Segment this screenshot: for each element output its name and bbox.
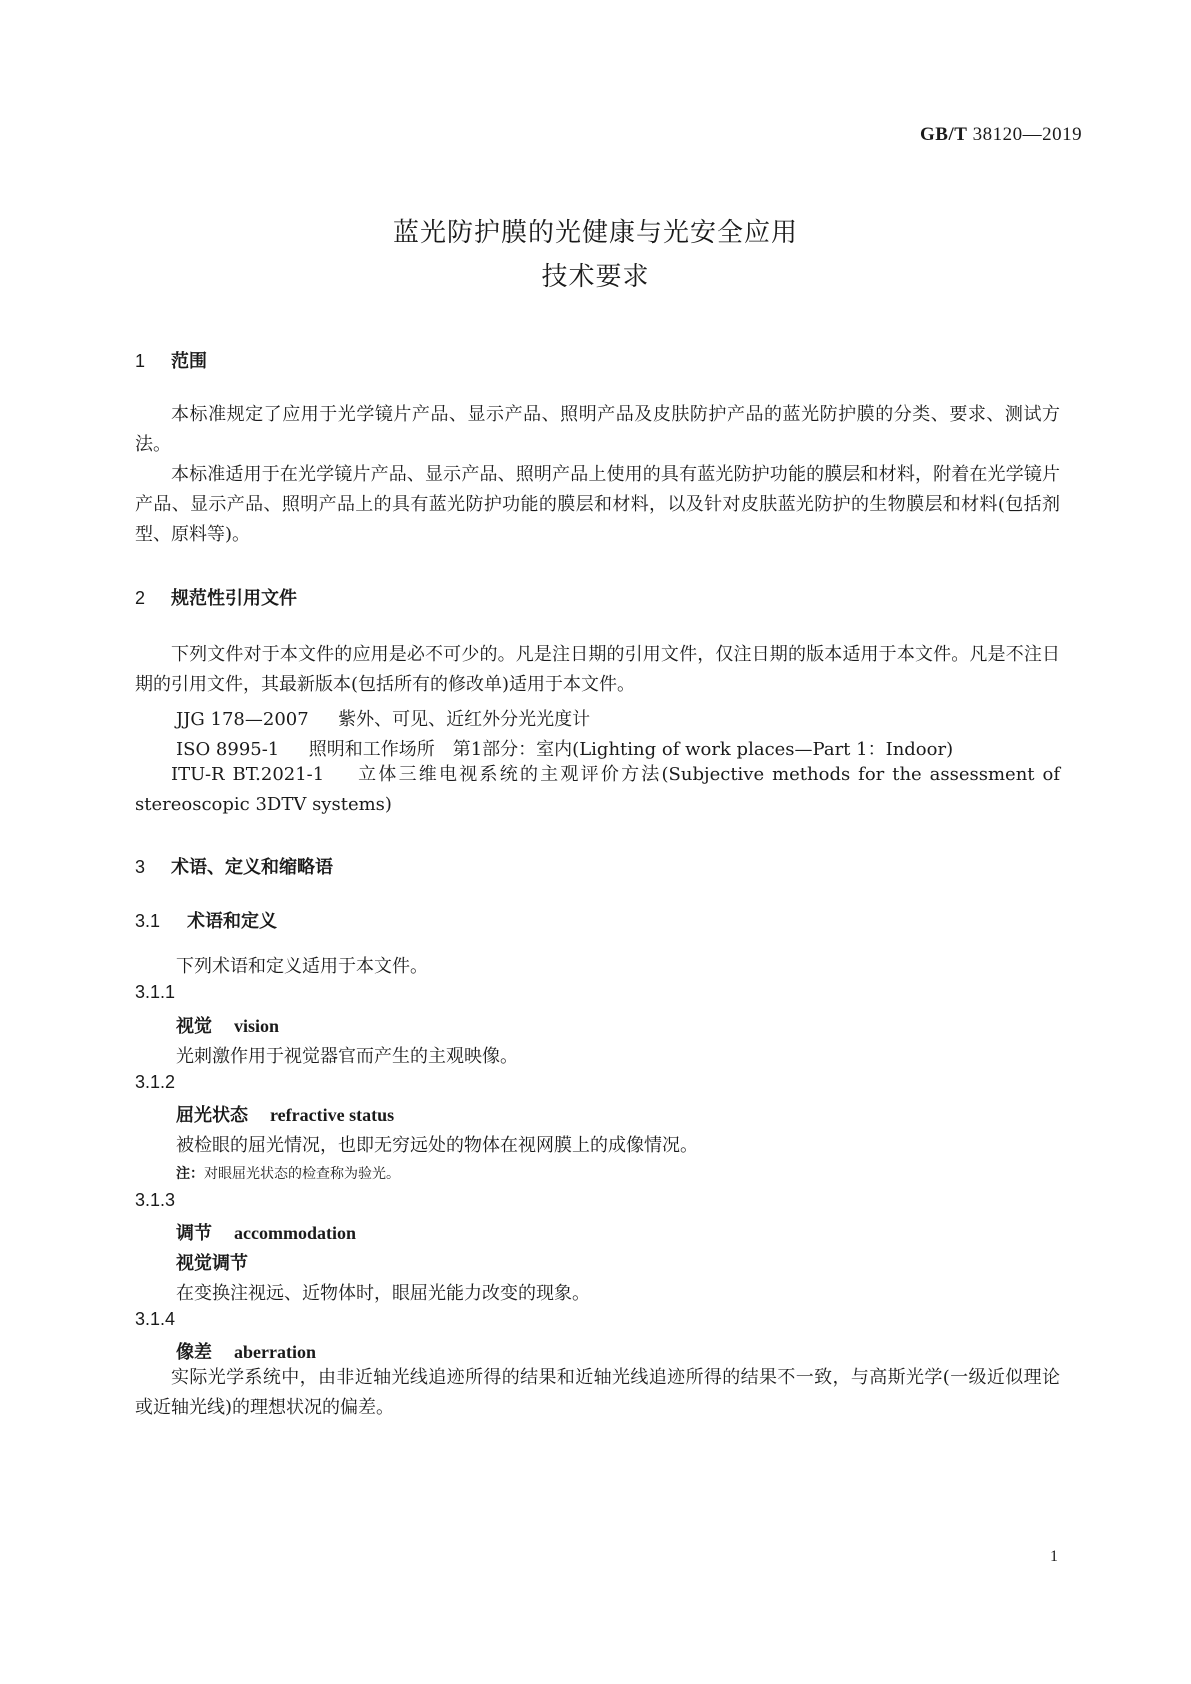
section-2-paragraph-1: 下列文件对于本文件的应用是必不可少的。凡是注日期的引用文件，仅注日期的版本适用于本文件。凡是不注日期的引用文件，其最新版本(包括所有的修改单)适用于本文件。: [135, 644, 1060, 695]
term-number: 3.1.3: [135, 1190, 176, 1210]
term-heading: [176, 1012, 279, 1038]
term-heading: [176, 1219, 356, 1245]
standard-number: [920, 124, 1082, 146]
reference-code: JJG 178—2007: [176, 709, 309, 730]
reference-code: ITU-R BT.2021-1: [171, 764, 325, 785]
section-number: 2: [135, 588, 146, 608]
reference-item: [176, 705, 590, 731]
term-en: aberration: [234, 1342, 316, 1362]
reference-item: [176, 735, 953, 761]
subsection-number: 3.1: [135, 911, 161, 931]
section-1-heading: [135, 347, 207, 373]
section-title: 术语、定义和缩略语: [171, 857, 333, 878]
term-definition: 被检眼的屈光情况，也即无穷远处的物体在视网膜上的成像情况。: [176, 1135, 698, 1156]
term-definition: 光刺激作用于视觉器官而产生的主观映像。: [176, 1046, 518, 1067]
document-title-line1: 蓝光防护膜的光健康与光安全应用: [392, 218, 798, 248]
term-synonym: 视觉调节: [176, 1253, 248, 1274]
reference-title: 照明和工作场所 第1部分：室内(Lighting of work places—Part 1：Indoor): [308, 739, 954, 760]
term-en: accommodation: [234, 1223, 356, 1243]
section-3-heading: [135, 853, 333, 879]
term-definition: 在变换注视远、近物体时，眼屈光能力改变的现象。: [176, 1283, 590, 1304]
document-title-line2: 技术要求: [541, 262, 650, 292]
section-2-heading: [135, 584, 297, 610]
term-zh: 视觉: [176, 1016, 212, 1037]
section-1-paragraph-2: 本标准适用于在光学镜片产品、显示产品、照明产品上使用的具有蓝光防护功能的膜层和材料，附着在光学镜片产品、显示产品、照明产品上的具有蓝光防护功能的膜层和材料，以及针对皮肤蓝光防护的生物膜层和材料(包括剂型、原料等)。: [135, 464, 1060, 545]
term-zh: 屈光状态: [176, 1105, 248, 1126]
reference-item: [135, 760, 1060, 820]
term-definition: 实际光学系统中，由非近轴光线追迹所得的结果和近轴光线追迹所得的结果不一致，与高斯光学(一级近似理论或近轴光线)的理想状况的偏差。: [135, 1367, 1060, 1418]
term-en: vision: [234, 1016, 280, 1036]
section-title: 规范性引用文件: [171, 588, 297, 609]
page-number: 1: [1050, 1548, 1058, 1565]
term-note: [176, 1163, 400, 1183]
note-text: 对眼屈光状态的检查称为验光。: [204, 1166, 400, 1182]
term-heading: [176, 1338, 316, 1364]
standard-code: 38120—2019: [972, 124, 1083, 145]
note-label: 注：: [176, 1166, 204, 1182]
subsection-title: 术语和定义: [187, 911, 277, 932]
term-zh: 像差: [176, 1342, 212, 1363]
term-en: refractive status: [270, 1105, 395, 1125]
term-zh: 调节: [176, 1223, 212, 1244]
term-number: 3.1.1: [135, 982, 176, 1002]
terms-intro: 下列术语和定义适用于本文件。: [176, 956, 428, 977]
subsection-3-1-heading: [135, 907, 277, 933]
reference-title: 立体三维电视系统的主观评价方法(Subjective methods for the assessment of stereoscopic 3DTV systems): [135, 764, 1060, 815]
section-title: 范围: [171, 351, 207, 372]
standard-prefix: GB/T: [920, 124, 968, 145]
reference-title: 紫外、可见、近红外分光光度计: [338, 709, 591, 730]
section-number: 3: [135, 857, 146, 877]
reference-code: ISO 8995-1: [176, 739, 280, 760]
term-number: 3.1.4: [135, 1309, 176, 1329]
section-1-paragraph-1: 本标准规定了应用于光学镜片产品、显示产品、照明产品及皮肤防护产品的蓝光防护膜的分类、要求、测试方法。: [135, 404, 1060, 455]
section-number: 1: [135, 351, 146, 371]
term-heading: [176, 1101, 394, 1127]
term-number: 3.1.2: [135, 1072, 176, 1092]
